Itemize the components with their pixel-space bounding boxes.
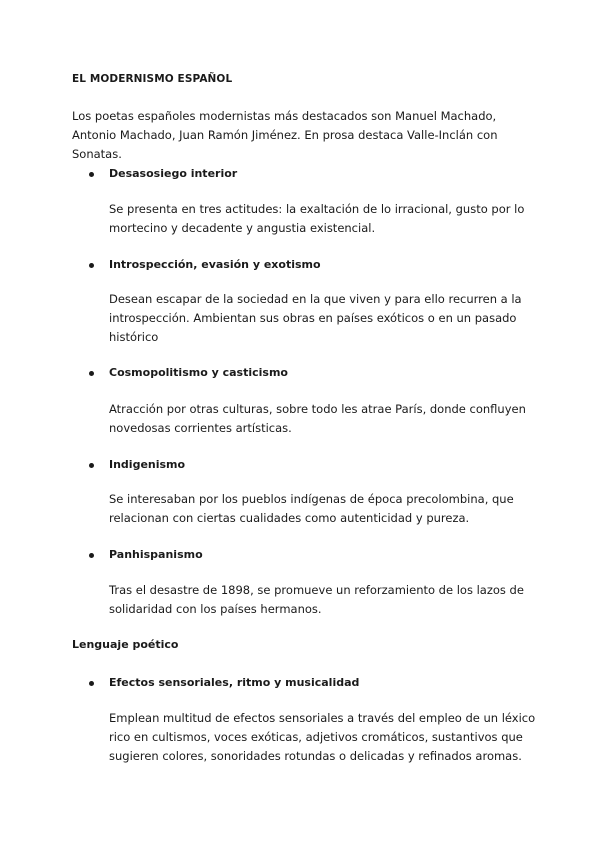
- topic-paragraph: Tras el desastre de 1898, se promueve un reforzamiento de los lazos de solidaridad con los países hermanos.: [109, 583, 524, 616]
- bullet-icon: [89, 172, 94, 177]
- bullet-icon: [89, 371, 94, 376]
- intro-paragraph: Los poetas españoles modernistas más destacados son Manuel Machado, Antonio Machado, Juan Ramón Jiménez. En prosa destaca Valle-Inclán con Sonatas.: [72, 109, 498, 161]
- section-title: Lenguaje poético: [72, 638, 179, 651]
- bullet-heading: Indigenismo: [109, 458, 186, 471]
- bullet-icon: [89, 681, 94, 686]
- topic-paragraph: Desean escapar de la sociedad en la que viven y para ello recurren a la introspección. Ambientan sus obras en países exóticos o en un pasado histórico: [109, 292, 522, 344]
- topic-paragraph: Emplean multitud de efectos sensoriales a través del empleo de un léxico rico en cultismos, voces exóticas, adjetivos cromáticos, sustantivos que sugieren colores, sonoridades rotundas o delicadas y refinados aromas.: [109, 711, 536, 763]
- topic-paragraph: Atracción por otras culturas, sobre todo les atrae París, donde confluyen novedosas corrientes artísticas.: [109, 402, 526, 435]
- bullet-heading: Efectos sensoriales, ritmo y musicalidad: [109, 676, 360, 689]
- bullet-heading: Cosmopolitismo y casticismo: [109, 366, 288, 379]
- topic-paragraph: Se interesaban por los pueblos indígenas de época precolombina, que relacionan con ciertas cualidades como autenticidad y pureza.: [109, 492, 514, 525]
- bullet-icon: [89, 553, 94, 558]
- bullet-heading: Introspección, evasión y exotismo: [109, 258, 321, 271]
- bullet-icon: [89, 263, 94, 268]
- bullet-heading: Desasosiego interior: [109, 167, 238, 180]
- topic-paragraph: Se presenta en tres actitudes: la exaltación de lo irracional, gusto por lo mortecino y decadente y angustia existencial.: [109, 202, 525, 235]
- bullet-icon: [89, 463, 94, 468]
- document-title: EL MODERNISMO ESPAÑOL: [72, 73, 233, 85]
- bullet-heading: Panhispanismo: [109, 548, 203, 561]
